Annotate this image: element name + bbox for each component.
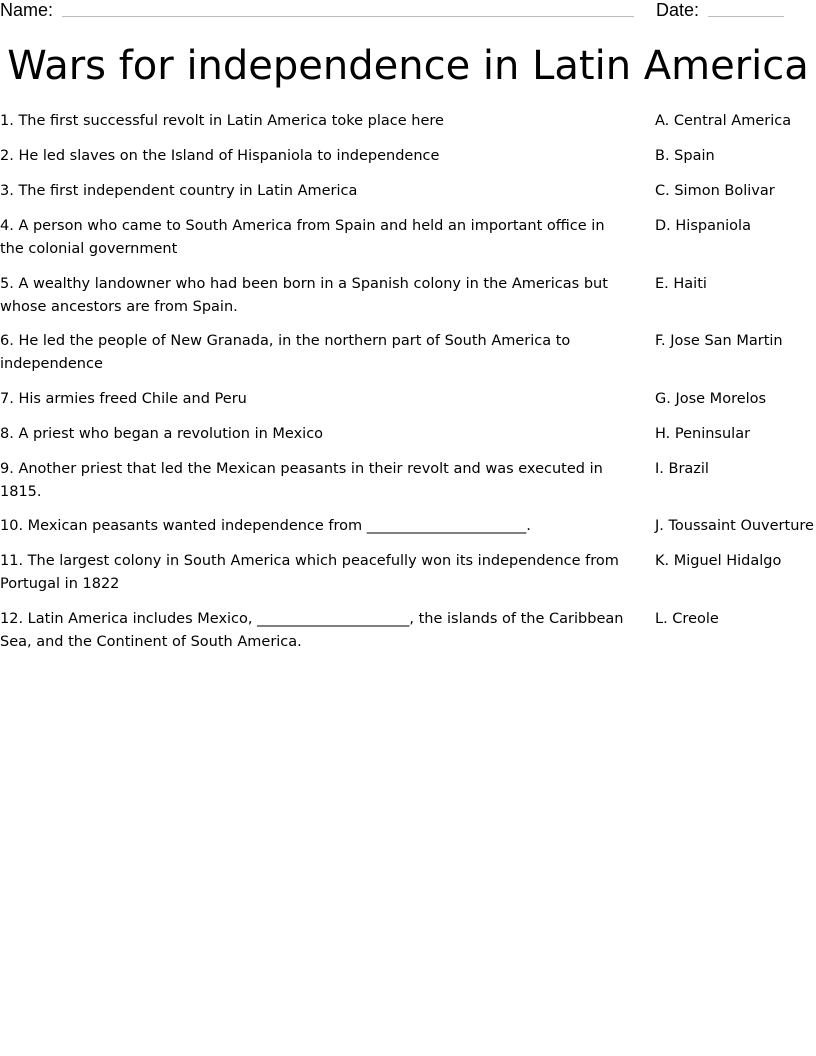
question-text: 5. A wealthy landowner who had been born in a Spanish colony in the Americas but whose ancestors are from Spain. — [0, 276, 608, 315]
question-text: 10. Mexican peasants wanted independence from ______________________. — [0, 518, 531, 534]
question-text: 7. His armies freed Chile and Peru — [0, 391, 247, 407]
question-text: 4. A person who came to South America from Spain and held an important office in the colonial government — [0, 218, 605, 257]
question-text: 3. The first independent country in Latin America — [0, 183, 358, 199]
answer-option: J. Toussaint Ouverture — [655, 518, 814, 534]
question-text: 2. He led slaves on the Island of Hispaniola to independence — [0, 148, 440, 164]
answer-option: C. Simon Bolivar — [655, 183, 775, 199]
answer-option: A. Central America — [655, 113, 792, 129]
answer-option: D. Hispaniola — [655, 218, 751, 234]
question-text: 12. Latin America includes Mexico, _____________________, the islands of the Caribbean Sea, and the Continent of South America. — [0, 611, 624, 650]
answer-option: G. Jose Morelos — [655, 391, 767, 407]
date-field-line[interactable] — [708, 16, 784, 17]
page-title: Wars for independence in Latin America — [7, 43, 809, 89]
answer-option: B. Spain — [655, 148, 715, 164]
name-label: Name: — [0, 0, 54, 20]
question-text: 6. He led the people of New Granada, in the northern part of South America to independence — [0, 333, 571, 372]
answer-option: E. Haiti — [655, 276, 707, 292]
date-label: Date: — [656, 0, 700, 20]
question-text: 8. A priest who began a revolution in Mexico — [0, 426, 324, 442]
answer-option: I. Brazil — [655, 461, 709, 477]
answer-option: H. Peninsular — [655, 426, 751, 442]
name-field-line[interactable] — [62, 16, 634, 17]
answer-option: F. Jose San Martin — [655, 333, 783, 349]
question-text: 11. The largest colony in South America which peacefully won its independence from Portugal in 1822 — [0, 553, 619, 592]
answer-option: L. Creole — [655, 611, 719, 627]
question-text: 1. The first successful revolt in Latin America toke place here — [0, 113, 444, 129]
question-text: 9. Another priest that led the Mexican peasants in their revolt and was executed in 1815. — [0, 461, 603, 500]
worksheet-header — [0, 0, 816, 22]
answer-option: K. Miguel Hidalgo — [655, 553, 782, 569]
